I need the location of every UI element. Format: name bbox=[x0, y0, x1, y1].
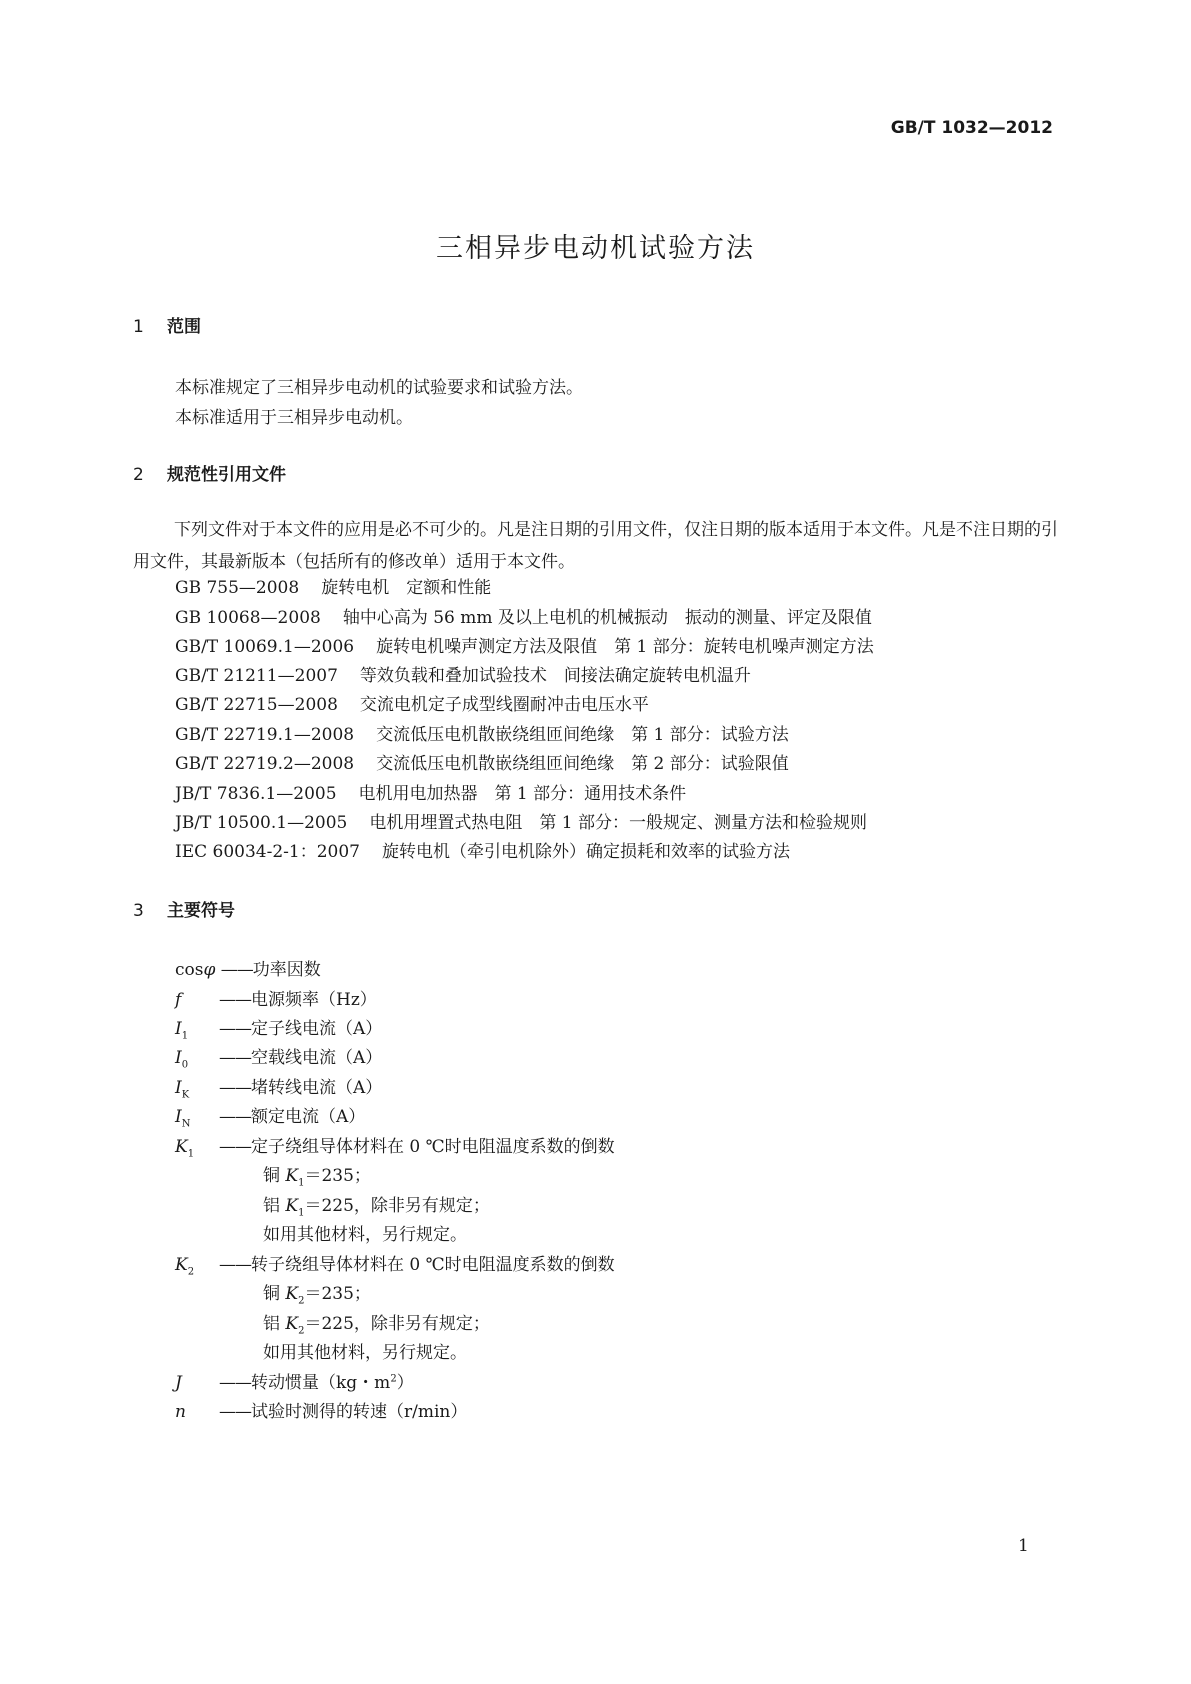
symbol-subscript: 2 bbox=[298, 1295, 305, 1307]
symbol-description: 额定电流（A） bbox=[251, 1107, 366, 1127]
symbol-letter: K bbox=[285, 1314, 299, 1334]
dash: —— bbox=[219, 1078, 251, 1098]
symbol-letter: K bbox=[285, 1284, 299, 1304]
note-value: ＝235； bbox=[304, 1166, 371, 1186]
symbol-note bbox=[263, 1161, 371, 1188]
reference-title: 交流低压电机散嵌绕组匝间绝缘 第 1 部分：试验方法 bbox=[376, 725, 789, 745]
symbol-note bbox=[263, 1279, 371, 1306]
symbol-letter: I bbox=[175, 1019, 182, 1039]
dash: —— bbox=[219, 1137, 251, 1157]
dash: —— bbox=[219, 1107, 251, 1127]
symbol-entry bbox=[175, 1250, 615, 1277]
symbol-description: 堵转线电流（A） bbox=[251, 1078, 383, 1098]
note-prefix: 铜 bbox=[263, 1284, 286, 1304]
symbol-description: 试验时测得的转速（r/min） bbox=[251, 1402, 468, 1422]
reference-code: GB/T 10069.1—2006 bbox=[175, 637, 355, 657]
reference-item bbox=[175, 603, 872, 628]
symbol-description: 电源频率（Hz） bbox=[251, 990, 377, 1010]
symbol bbox=[175, 1137, 219, 1159]
symbol bbox=[175, 1019, 219, 1041]
symbol-description-end: ） bbox=[396, 1373, 414, 1393]
symbol-note: 如用其他材料，另行规定。 bbox=[263, 1343, 467, 1363]
symbol bbox=[175, 1048, 219, 1070]
symbol-description: 定子线电流（A） bbox=[251, 1019, 383, 1039]
page-number: 1 bbox=[1018, 1536, 1029, 1556]
dash: —— bbox=[219, 990, 251, 1010]
reference-code: JB/T 7836.1—2005 bbox=[175, 784, 337, 804]
symbol-entry bbox=[175, 1073, 382, 1100]
dash: —— bbox=[220, 960, 253, 980]
reference-title: 旋转电机 定额和性能 bbox=[321, 578, 492, 598]
symbol-entry bbox=[175, 1397, 467, 1422]
reference-title: 电机用埋置式热电阻 第 1 部分：一般规定、测量方法和检验规则 bbox=[369, 813, 867, 833]
reference-item bbox=[175, 779, 686, 804]
section-1-heading bbox=[133, 312, 201, 337]
symbol-subscript: 1 bbox=[298, 1207, 305, 1219]
dash: —— bbox=[219, 1019, 251, 1039]
symbol-subscript: N bbox=[181, 1118, 191, 1130]
symbol-description: 空载线电流（A） bbox=[251, 1048, 383, 1068]
reference-title: 旋转电机（牵引电机除外）确定损耗和效率的试验方法 bbox=[382, 842, 790, 862]
reference-item bbox=[175, 632, 874, 657]
reference-title: 旋转电机噪声测定方法及限值 第 1 部分：旋转电机噪声测定方法 bbox=[376, 637, 874, 657]
reference-item bbox=[175, 661, 751, 686]
section-number: 2 bbox=[133, 465, 144, 485]
reference-code: GB/T 22719.2—2008 bbox=[175, 754, 355, 774]
reference-title: 电机用电加热器 第 1 部分：通用技术条件 bbox=[358, 784, 687, 804]
symbol: φ bbox=[203, 960, 216, 980]
symbol-note bbox=[263, 1309, 490, 1336]
reference-code: GB 755—2008 bbox=[175, 578, 300, 598]
symbol bbox=[175, 1078, 219, 1100]
symbol: cos bbox=[175, 960, 204, 980]
symbol: f bbox=[175, 990, 182, 1010]
symbol-subscript: 0 bbox=[181, 1059, 189, 1071]
section-number: 3 bbox=[133, 901, 144, 921]
symbol-description: 定子绕组导体材料在 0 ℃时电阻温度系数的倒数 bbox=[251, 1137, 615, 1157]
standard-number: GB/T 1032—2012 bbox=[890, 118, 1053, 138]
symbol-subscript: 1 bbox=[298, 1177, 305, 1189]
symbol-letter: K bbox=[285, 1166, 299, 1186]
symbol-subscript: 2 bbox=[298, 1325, 305, 1337]
reference-code: JB/T 10500.1—2005 bbox=[175, 813, 348, 833]
note-prefix: 铝 bbox=[263, 1314, 286, 1334]
symbol-subscript: 1 bbox=[187, 1148, 195, 1160]
note-value: ＝235； bbox=[304, 1284, 371, 1304]
symbol: J bbox=[175, 1373, 182, 1393]
dash: —— bbox=[219, 1255, 251, 1275]
reference-code: GB/T 21211—2007 bbox=[175, 666, 338, 686]
section-title: 主要符号 bbox=[167, 901, 235, 921]
section-title: 范围 bbox=[167, 317, 201, 337]
symbol-letter: K bbox=[175, 1255, 188, 1275]
reference-item bbox=[175, 749, 789, 774]
paragraph: 本标准适用于三相异步电动机。 bbox=[175, 408, 413, 428]
section-number: 1 bbox=[133, 317, 144, 337]
paragraph: 本标准规定了三相异步电动机的试验要求和试验方法。 bbox=[175, 378, 583, 398]
symbol-subscript: K bbox=[181, 1089, 190, 1101]
reference-title: 交流低压电机散嵌绕组匝间绝缘 第 2 部分：试验限值 bbox=[376, 754, 789, 774]
reference-code: GB/T 22719.1—2008 bbox=[175, 725, 355, 745]
symbol-letter: I bbox=[175, 1107, 182, 1127]
symbol-entry bbox=[175, 1102, 365, 1129]
symbol-entry bbox=[175, 1043, 382, 1070]
symbol: n bbox=[175, 1402, 186, 1422]
reference-code: GB 10068—2008 bbox=[175, 608, 321, 628]
symbol-subscript: 2 bbox=[187, 1266, 195, 1278]
reference-title: 轴中心高为 56 mm 及以上电机的机械振动 振动的测量、评定及限值 bbox=[342, 608, 872, 628]
section-2-heading bbox=[133, 460, 286, 485]
symbol-letter: K bbox=[175, 1137, 188, 1157]
dash: —— bbox=[219, 1048, 251, 1068]
symbol-note: 如用其他材料，另行规定。 bbox=[263, 1225, 467, 1245]
reference-code: IEC 60034-2-1：2007 bbox=[175, 842, 360, 862]
reference-item bbox=[175, 808, 867, 833]
symbol-description: 转动惯量（kg・m bbox=[251, 1373, 391, 1393]
symbol-letter: I bbox=[175, 1078, 182, 1098]
section-title: 规范性引用文件 bbox=[167, 465, 286, 485]
symbol-note bbox=[263, 1191, 490, 1218]
dash: —— bbox=[219, 1373, 251, 1393]
symbol-entry bbox=[175, 1014, 382, 1041]
reference-item bbox=[175, 690, 649, 715]
symbol bbox=[175, 1107, 219, 1129]
symbol-description: 转子绕组导体材料在 0 ℃时电阻温度系数的倒数 bbox=[251, 1255, 615, 1275]
superscript: 2 bbox=[390, 1373, 397, 1385]
symbol-description: 功率因数 bbox=[252, 960, 321, 980]
reference-item bbox=[175, 573, 491, 598]
reference-title: 交流电机定子成型线圈耐冲击电压水平 bbox=[359, 695, 649, 715]
reference-title: 等效负载和叠加试验技术 间接法确定旋转电机温升 bbox=[359, 666, 751, 686]
intro-paragraph: 下列文件对于本文件的应用是必不可少的。凡是注日期的引用文件，仅注日期的版本适用于本文件。凡是不注日期的引用文件，其最新版本（包括所有的修改单）适用于本文件。 bbox=[133, 520, 1058, 572]
note-prefix: 铝 bbox=[263, 1196, 286, 1216]
document-title: 三相异步电动机试验方法 bbox=[436, 233, 755, 264]
reference-code: GB/T 22715—2008 bbox=[175, 695, 338, 715]
note-prefix: 铜 bbox=[263, 1166, 286, 1186]
reference-item bbox=[175, 837, 790, 862]
symbol-letter: I bbox=[175, 1048, 182, 1068]
symbol-letter: K bbox=[285, 1196, 299, 1216]
symbol-subscript: 1 bbox=[181, 1030, 189, 1042]
dash: —— bbox=[219, 1402, 251, 1422]
note-value: ＝225，除非另有规定； bbox=[304, 1196, 490, 1216]
section-3-heading bbox=[133, 896, 235, 921]
note-value: ＝225，除非另有规定； bbox=[304, 1314, 490, 1334]
symbol bbox=[175, 1255, 219, 1277]
reference-item bbox=[175, 720, 789, 745]
symbol-entry bbox=[175, 1132, 615, 1159]
symbol-entry bbox=[175, 1368, 414, 1393]
symbol-entry bbox=[175, 955, 321, 980]
symbol-entry bbox=[175, 985, 377, 1010]
